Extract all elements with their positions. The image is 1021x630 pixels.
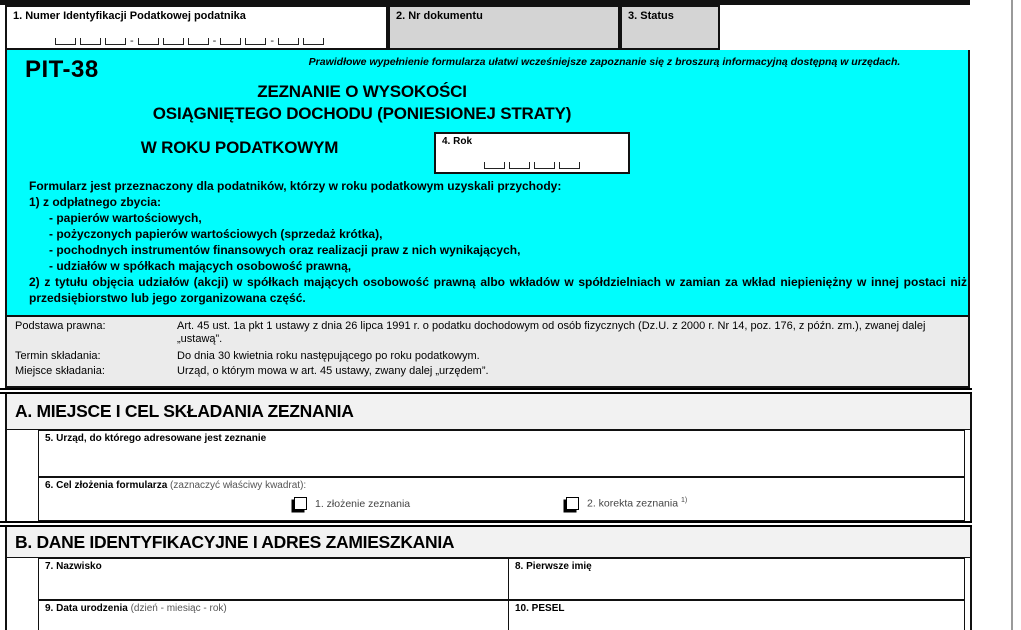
nip-input-cells[interactable]: - - - [55,38,324,45]
section-a-band [7,394,970,430]
field10-box[interactable] [508,600,965,630]
option1-label: 1. złożenie zeznania [315,497,411,510]
option-filing [294,497,410,510]
form-intro: Formularz jest przeznaczony dla podatników, którzy w roku podatkowym uzyskali przychody: [29,179,562,193]
field8-label: 8. Pierwsze imię [515,561,592,572]
field6-hint: (zaznaczyć właściwy kwadrat): [170,480,307,491]
field6-label: 6. Cel złożenia formularza (zaznaczyć właściwy kwadrat): [45,480,307,491]
field5-label: 5. Urząd, do którego adresowane jest zeznanie [45,433,267,444]
nip-field-box[interactable] [5,5,388,50]
field5-box[interactable] [38,430,965,477]
nip-field-label: 1. Numer Identyfikacji Podatkowej podatnika [13,10,246,22]
option2-label: 2. korekta zeznania $^{1)}$ [587,497,688,510]
field8-box[interactable] [508,558,965,600]
field7-label: 7. Nazwisko [45,561,102,572]
form-item1d: - udziałów w spółkach mających osobowość prawną, [49,259,352,273]
form-item1a: - papierów wartościowych, [49,211,202,225]
form-header-block [5,50,970,315]
form-title-line2: OSIĄGNIĘTEGO DOCHODU (PONIESIONEJ STRATY) [152,104,572,123]
status-label: 3. Status [628,10,674,22]
field9-box[interactable] [38,600,510,630]
section-b-band [7,527,970,558]
year-input-cells[interactable] [484,162,580,169]
footnote-ref: 1) [680,497,688,505]
field9-label: 9. Data urodzenia (dzień - miesiąc - rok) [45,603,227,614]
filing-place-label: Miejsce składania: [15,365,105,377]
section-b-title: B. DANE IDENTYFIKACYJNE I ADRES ZAMIESZKANIA [15,532,455,552]
legal-basis-value: Art. 45 ust. 1a pkt 1 ustawy z dnia 26 lipca 1991 r. o podatku dochodowym od osób fizycznych (Dz.U. z 2000 r. Nr 14, poz. 176, z późn. zm.), zwanej dalej „ustawą”. [177,320,926,345]
option-correction [566,497,687,510]
form-notice: Prawidłowe wypełnienie formularza ułatwi wcześniejsze zapoznanie się z broszurą informacyjną dostępną w urzędach. [308,56,901,68]
filing-deadline-value: Do dnia 30 kwietnia roku następującego po roku podatkowym. [177,350,480,362]
field7-box[interactable] [38,558,510,600]
checkbox-korekta-zeznania[interactable] [566,497,579,510]
legal-basis-label: Podstawa prawna: [15,320,106,332]
status-box[interactable] [620,5,720,50]
form-item1: 1) z odpłatnego zbycia: [29,195,162,209]
field10-label: 10. PESEL [515,603,565,614]
filing-deadline-label: Termin składania: [15,350,101,362]
form-code: PIT-38 [25,56,99,83]
form-item1c: - pochodnych instrumentów finansowych oraz realizacji praw z nich wynikających, [49,243,521,257]
form-item2: 2) z tytułu objęcia udziałów (akcji) w spółkach mających osobowość prawną albo wkładów w spółdzielniach w zamian za wkład niepieniężny w innej postaci niż przedsiębiorstwo lub jego zorganizowana część. [29,275,967,305]
field6-box [38,477,965,521]
document-number-label: 2. Nr dokumentu [396,10,483,22]
document-number-box[interactable] [388,5,620,50]
legal-info-block [5,315,970,388]
year-field-box[interactable] [434,132,630,174]
section-a-title: A. MIEJSCE I CEL SKŁADANIA ZEZNANIA [15,401,354,421]
form-item1b: - pożyczonych papierów wartościowych (sprzedaż krótka), [49,227,383,241]
form-title-line1: ZEZNANIE O WYSOKOŚCI [257,82,467,101]
field9-hint: (dzień - miesiąc - rok) [130,603,227,614]
year-field-label: 4. Rok [442,136,473,147]
form-title-line3: W ROKU PODATKOWYM [140,138,339,157]
page-edge-line [1011,0,1013,630]
filing-place-value: Urząd, o którym mowa w art. 45 ustawy, zwany dalej „urzędem”. [177,365,489,377]
checkbox-zlozenie-zeznania[interactable] [294,497,307,510]
